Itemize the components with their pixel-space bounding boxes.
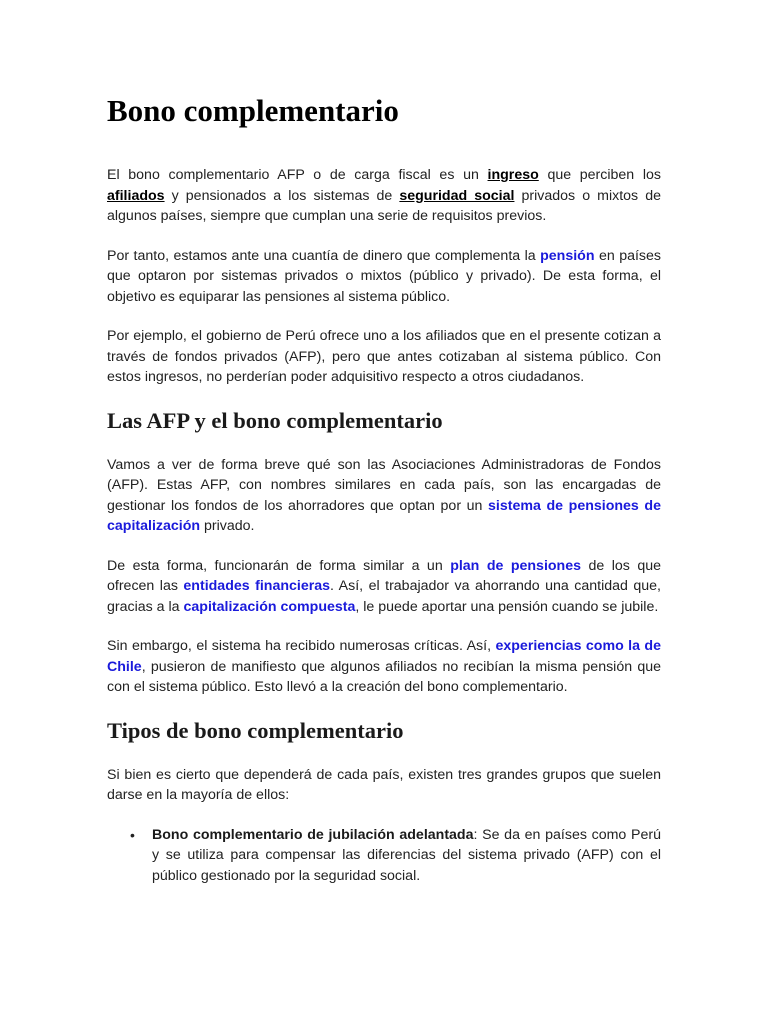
section-heading-afp: Las AFP y el bono complementario xyxy=(107,407,443,433)
list-item-text: : Se da en países como Perú y se utiliza para compensar las diferencias del sistema privado (AFP) con el público gestionado por la seguridad social. xyxy=(152,826,661,884)
intro-paragraph-1: El bono complementario AFP o de carga fiscal es un ingreso que perciben los afiliados y pensionados a los sistemas de seguridad social privados o mixtos de algunos países, siempre que cumplan una serie de requisitos previos. xyxy=(107,167,661,224)
afp-paragraph-2: De esta forma, funcionarán de forma similar a un plan de pensiones de los que ofrecen las entidades financieras. Así, el trabajador va ahorrando una cantidad que, gracias a la capitalización compuesta, le puede aportar una pensión cuando se jubile. xyxy=(107,557,661,615)
link-pension[interactable]: pensión xyxy=(540,247,595,264)
article-body xyxy=(107,92,661,886)
tipos-list xyxy=(107,825,661,887)
link-plan-pensiones[interactable]: plan de pensiones xyxy=(450,557,582,574)
afp-paragraph-1: Vamos a ver de forma breve qué son las Asociaciones Administradoras de Fondos (AFP). Estas AFP, con nombres similares en cada país, son las encargadas de gestionar los fondos de los ahorradores que optan por un sistema de pensiones de capitalización privado. xyxy=(107,456,661,534)
section-heading-tipos: Tipos de bono complementario xyxy=(107,717,404,743)
list-item-term: Bono complementario de jubilación adelantada xyxy=(152,826,474,843)
link-capitalizacion-compuesta[interactable]: capitalización compuesta xyxy=(183,598,356,615)
link-entidades-financieras[interactable]: entidades financieras xyxy=(183,578,331,594)
tipos-paragraph-1: Si bien es cierto que dependerá de cada país, existen tres grandes grupos que suelen darse en la mayoría de ellos: xyxy=(107,766,661,803)
page-title: Bono complementario xyxy=(107,93,399,128)
link-afiliados[interactable]: afiliados xyxy=(107,187,165,204)
list-item xyxy=(130,825,661,887)
link-experiencias-chile[interactable]: experiencias como la de Chile xyxy=(107,638,661,675)
link-ingreso[interactable]: ingreso xyxy=(487,167,539,183)
link-sistema-pensiones-capitalizacion[interactable]: sistema de pensiones de capitalización xyxy=(107,497,661,534)
bullet-icon: • xyxy=(130,826,135,843)
link-seguridad-social[interactable]: seguridad social xyxy=(399,187,515,204)
intro-paragraph-3: Por ejemplo, el gobierno de Perú ofrece uno a los afiliados que en el presente cotizan a través de fondos privados (AFP), pero que antes cotizaban al sistema público. Con estos ingresos, no perderían poder adquisitivo respecto a otros ciudadanos. xyxy=(107,328,661,385)
intro-paragraph-2: Por tanto, estamos ante una cuantía de dinero que complementa la pensión en países que optaron por sistemas privados o mixtos (público y privado). De esta forma, el objetivo es equiparar las pensiones al sistema público. xyxy=(107,247,661,305)
afp-paragraph-3: Sin embargo, el sistema ha recibido numerosas críticas. Así, experiencias como la de Chile, pusieron de manifiesto que algunos afiliados no recibían la misma pensión que con el sistema público. Esto llevó a la creación del bono complementario. xyxy=(107,638,661,695)
